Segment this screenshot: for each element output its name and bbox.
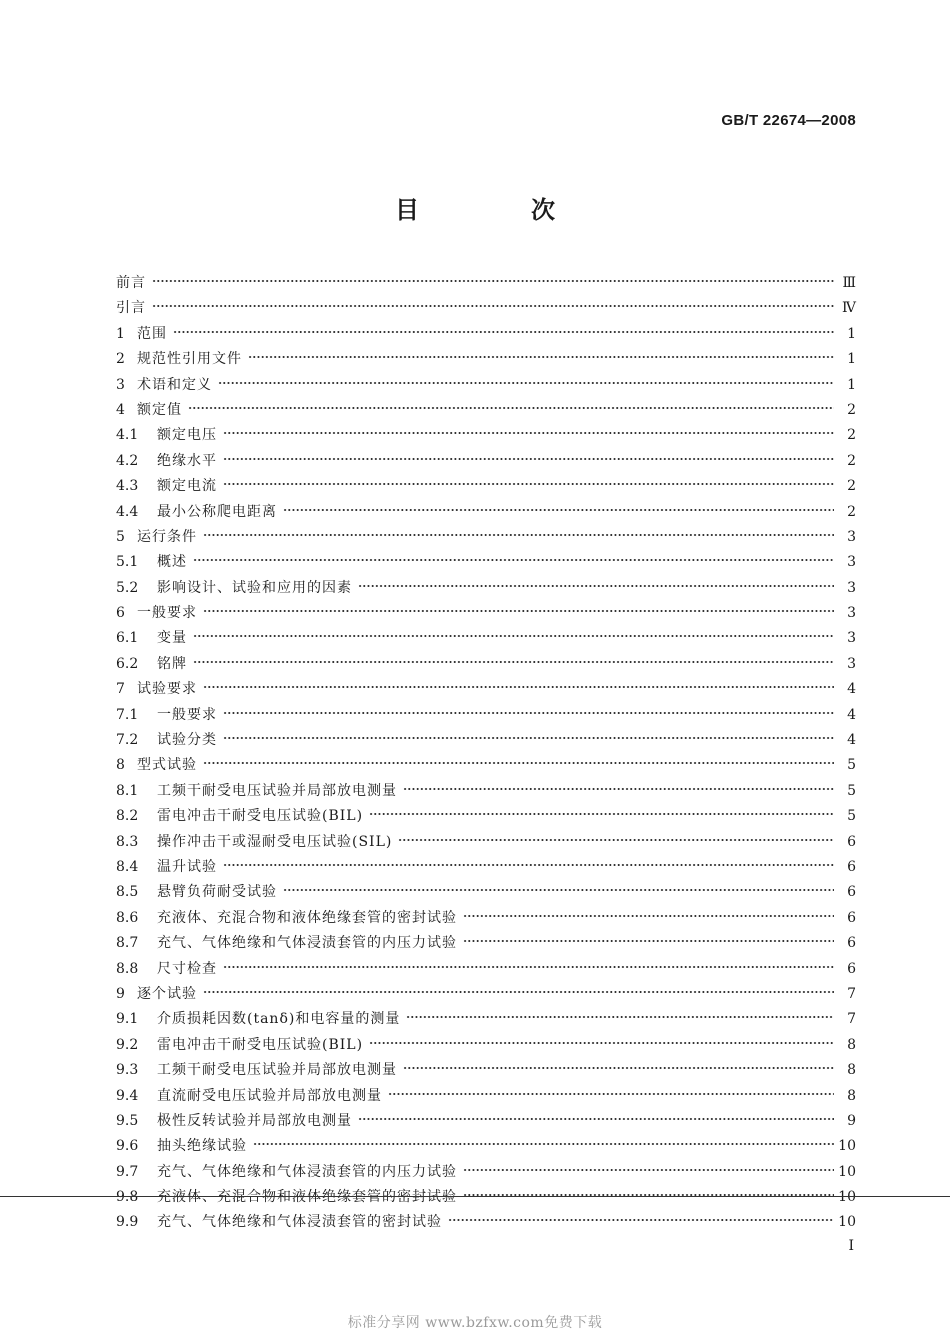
toc-entry-page: 10 [838,1214,856,1231]
toc-entry[interactable] [116,1161,856,1186]
toc-entry-number: 1 [116,325,125,342]
toc-leader-dots [173,322,834,336]
toc-entry-number: 4 [116,401,125,418]
toc-entry-number: 9.7 [116,1163,139,1180]
toc-entry[interactable] [116,1059,856,1084]
toc-leader-dots [406,1007,834,1021]
toc-entry-page: 3 [847,630,856,647]
toc-leader-dots [358,1109,834,1123]
toc-entry-number: 6 [116,605,125,622]
toc-entry-title: 充气、气体绝缘和气体浸渍套管的内压力试验 [157,1163,457,1180]
toc-entry-number: 9.5 [116,1112,139,1129]
toc-entry[interactable] [116,932,856,957]
toc-entry-title: 逐个试验 [137,985,197,1002]
toc-entry-number: 9.2 [116,1036,139,1053]
toc-entry-number: 6.2 [116,655,139,672]
toc-leader-dots [223,957,834,971]
toc-entry-number: 8 [116,757,125,774]
toc-entry-number: 4.4 [116,503,139,520]
toc-entry[interactable] [116,475,856,500]
toc-entry-page: 1 [847,376,856,393]
toc-entry-title: 影响设计、试验和应用的因素 [157,579,352,596]
toc-leader-dots [193,550,834,564]
toc-entry-page: Ⅳ [842,300,856,317]
toc-entry-number: 8.7 [116,935,139,952]
toc-entry[interactable] [116,856,856,881]
toc-entry[interactable] [116,881,856,906]
toc-entry-title: 运行条件 [137,528,197,545]
toc-entry[interactable] [116,653,856,678]
toc-entry-title: 悬臂负荷耐受试验 [157,884,277,901]
toc-leader-dots [463,906,834,920]
toc-entry-title: 介质损耗因数(tanδ)和电容量的测量 [157,1011,401,1028]
toc-entry[interactable] [116,678,856,703]
toc-entry-page: 7 [847,985,856,1002]
toc-entry-title: 抽头绝缘试验 [157,1138,247,1155]
toc-entry-page: 3 [847,579,856,596]
toc-entry-title: 引言 [116,300,146,317]
toc-entry-page: 9 [847,1112,856,1129]
toc-leader-dots [463,1160,834,1174]
toc-entry-title: 充液体、充混合物和液体绝缘套管的密封试验 [157,1189,457,1206]
toc-leader-dots [218,373,834,387]
toc-leader-dots [463,931,834,945]
toc-entry-title: 雷电冲击干耐受电压试验(BIL) [157,808,364,825]
toc-entry-number: 9.8 [116,1189,139,1206]
toc-entry-title: 极性反转试验并局部放电测量 [157,1112,352,1129]
toc-leader-dots [193,626,834,640]
toc-leader-dots [403,1058,834,1072]
toc-entry-page: 1 [847,325,856,342]
toc-entry-number: 4.1 [116,427,139,444]
toc-leader-dots [223,703,834,717]
toc-entry[interactable] [116,1211,856,1236]
toc-entry-title: 铭牌 [157,655,187,672]
toc-entry-page: 3 [847,605,856,622]
toc-entry-page: 6 [847,858,856,875]
toc-entry[interactable] [116,983,856,1008]
toc-leader-dots [203,982,834,996]
toc-entry[interactable] [116,907,856,932]
toc-entry-page: 6 [847,884,856,901]
toc-leader-dots [283,500,834,514]
toc-entry-title: 试验要求 [137,681,197,698]
toc-leader-dots [398,830,834,844]
toc-entry-page: 4 [847,732,856,749]
toc-entry-number: 2 [116,351,125,368]
toc-entry[interactable] [116,272,856,297]
table-of-contents [116,272,856,1237]
toc-entry-page: 2 [847,503,856,520]
toc-entry-page: 6 [847,935,856,952]
standard-number: GB/T 22674—2008 [721,112,856,129]
toc-entry[interactable] [116,323,856,348]
toc-entry-page: Ⅲ [842,275,856,291]
toc-entry-title: 变量 [157,630,187,647]
toc-entry-number: 6.1 [116,630,139,647]
toc-leader-dots [152,271,834,285]
toc-entry-page: 8 [847,1036,856,1053]
toc-entry-page: 1 [847,351,856,368]
toc-entry-number: 5.2 [116,579,139,596]
toc-entry-number: 7 [116,681,125,698]
toc-entry[interactable] [116,374,856,399]
toc-entry-number: 7.1 [116,706,139,723]
toc-entry-page: 2 [847,401,856,418]
toc-entry-number: 8.4 [116,858,139,875]
toc-entry-title: 充气、气体绝缘和气体浸渍套管的内压力试验 [157,935,457,952]
toc-entry[interactable] [116,780,856,805]
toc-leader-dots [248,347,834,361]
toc-entry[interactable] [116,1008,856,1033]
toc-entry-title: 充气、气体绝缘和气体浸渍套管的密封试验 [157,1214,442,1231]
toc-entry[interactable] [116,1085,856,1110]
toc-entry[interactable] [116,831,856,856]
toc-entry-title: 直流耐受电压试验并局部放电测量 [157,1087,382,1104]
toc-entry-number: 9.6 [116,1138,139,1155]
toc-entry-number: 4.3 [116,478,139,495]
toc-entry-title: 最小公称爬电距离 [157,503,277,520]
toc-entry-number: 4.2 [116,452,139,469]
watermark: 标准分享网 www.bzfxw.com免费下载 [347,1315,603,1331]
toc-leader-dots [188,398,834,412]
toc-entry[interactable] [116,577,856,602]
toc-leader-dots [203,753,834,767]
toc-entry-title: 术语和定义 [137,376,212,393]
toc-entry-number: 3 [116,376,125,393]
toc-entry-title: 一般要求 [157,706,217,723]
toc-entry-title: 型式试验 [137,757,197,774]
toc-leader-dots [448,1210,834,1224]
toc-entry[interactable] [116,297,856,322]
toc-entry-title: 工频干耐受电压试验并局部放电测量 [157,782,397,799]
toc-title: 目 次 [395,196,599,224]
toc-entry-page: 3 [847,655,856,672]
toc-entry-number: 8.8 [116,960,139,977]
toc-entry-title: 尺寸检查 [157,960,217,977]
toc-entry-page: 5 [847,757,856,774]
toc-leader-dots [223,423,834,437]
toc-entry-page: 10 [838,1138,856,1155]
toc-entry[interactable] [116,754,856,779]
toc-entry-number: 9.9 [116,1214,139,1231]
toc-entry-number: 5 [116,528,125,545]
toc-leader-dots [369,1033,834,1047]
toc-leader-dots [223,855,834,869]
toc-entry-title: 前言 [116,275,146,291]
toc-entry-title: 工频干耐受电压试验并局部放电测量 [157,1062,397,1079]
toc-leader-dots [369,804,834,818]
toc-leader-dots [358,576,834,590]
toc-leader-dots [203,601,834,615]
toc-entry-title: 充液体、充混合物和液体绝缘套管的密封试验 [157,909,457,926]
toc-entry-title: 温升试验 [157,858,217,875]
toc-entry[interactable] [116,958,856,983]
toc-entry-title: 额定值 [137,401,182,418]
toc-entry-page: 2 [847,452,856,469]
toc-entry[interactable] [116,729,856,754]
toc-entry-title: 绝缘水平 [157,452,217,469]
toc-entry-number: 9.3 [116,1062,139,1079]
toc-entry-title: 额定电流 [157,478,217,495]
toc-entry-page: 7 [847,1011,856,1028]
toc-leader-dots [403,779,834,793]
toc-entry[interactable] [116,602,856,627]
toc-entry[interactable] [116,1186,856,1211]
toc-entry-number: 8.2 [116,808,139,825]
toc-entry-page: 10 [838,1189,856,1206]
toc-entry-title: 范围 [137,325,167,342]
toc-leader-dots [223,474,834,488]
toc-entry-number: 8.5 [116,884,139,901]
toc-entry-title: 雷电冲击干耐受电压试验(BIL) [157,1036,364,1053]
toc-entry-page: 2 [847,478,856,495]
toc-entry[interactable] [116,501,856,526]
toc-entry-page: 8 [847,1062,856,1079]
toc-entry-page: 4 [847,706,856,723]
toc-entry-title: 概述 [157,554,187,571]
toc-entry-number: 7.2 [116,732,139,749]
toc-leader-dots [223,728,834,742]
toc-entry-page: 3 [847,528,856,545]
toc-entry-number: 8.6 [116,909,139,926]
toc-entry-page: 2 [847,427,856,444]
toc-entry-page: 5 [847,808,856,825]
toc-entry[interactable] [116,1135,856,1160]
toc-entry-page: 8 [847,1087,856,1104]
toc-leader-dots [203,525,834,539]
toc-entry-title: 额定电压 [157,427,217,444]
divider-line [0,1196,950,1197]
toc-entry-page: 10 [838,1163,856,1180]
toc-entry-page: 5 [847,782,856,799]
toc-entry-title: 规范性引用文件 [137,351,242,368]
toc-leader-dots [193,652,834,666]
toc-entry-page: 4 [847,681,856,698]
toc-entry-page: 6 [847,960,856,977]
toc-entry-number: 8.1 [116,782,139,799]
toc-entry[interactable] [116,627,856,652]
toc-entry[interactable] [116,551,856,576]
toc-entry-page: 3 [847,554,856,571]
toc-entry[interactable] [116,526,856,551]
toc-entry-page: 6 [847,909,856,926]
toc-entry-page: 6 [847,833,856,850]
toc-entry-title: 操作冲击干或湿耐受电压试验(SIL) [157,833,393,850]
toc-leader-dots [388,1084,834,1098]
toc-entry-title: 一般要求 [137,605,197,622]
toc-leader-dots [283,880,834,894]
toc-entry[interactable] [116,399,856,424]
toc-leader-dots [152,296,834,310]
toc-entry[interactable] [116,1110,856,1135]
toc-entry[interactable] [116,424,856,449]
toc-leader-dots [253,1134,834,1148]
toc-entry[interactable] [116,450,856,475]
toc-entry[interactable] [116,704,856,729]
toc-entry[interactable] [116,1034,856,1059]
toc-entry-number: 8.3 [116,833,139,850]
toc-entry-number: 9 [116,985,125,1002]
toc-entry-title: 试验分类 [157,732,217,749]
page-number: I [848,1238,854,1254]
toc-entry-number: 9.1 [116,1011,139,1028]
toc-leader-dots [223,449,834,463]
toc-entry-number: 5.1 [116,554,139,571]
toc-leader-dots [203,677,834,691]
toc-entry-number: 9.4 [116,1087,139,1104]
toc-entry[interactable] [116,348,856,373]
toc-entry[interactable] [116,805,856,830]
